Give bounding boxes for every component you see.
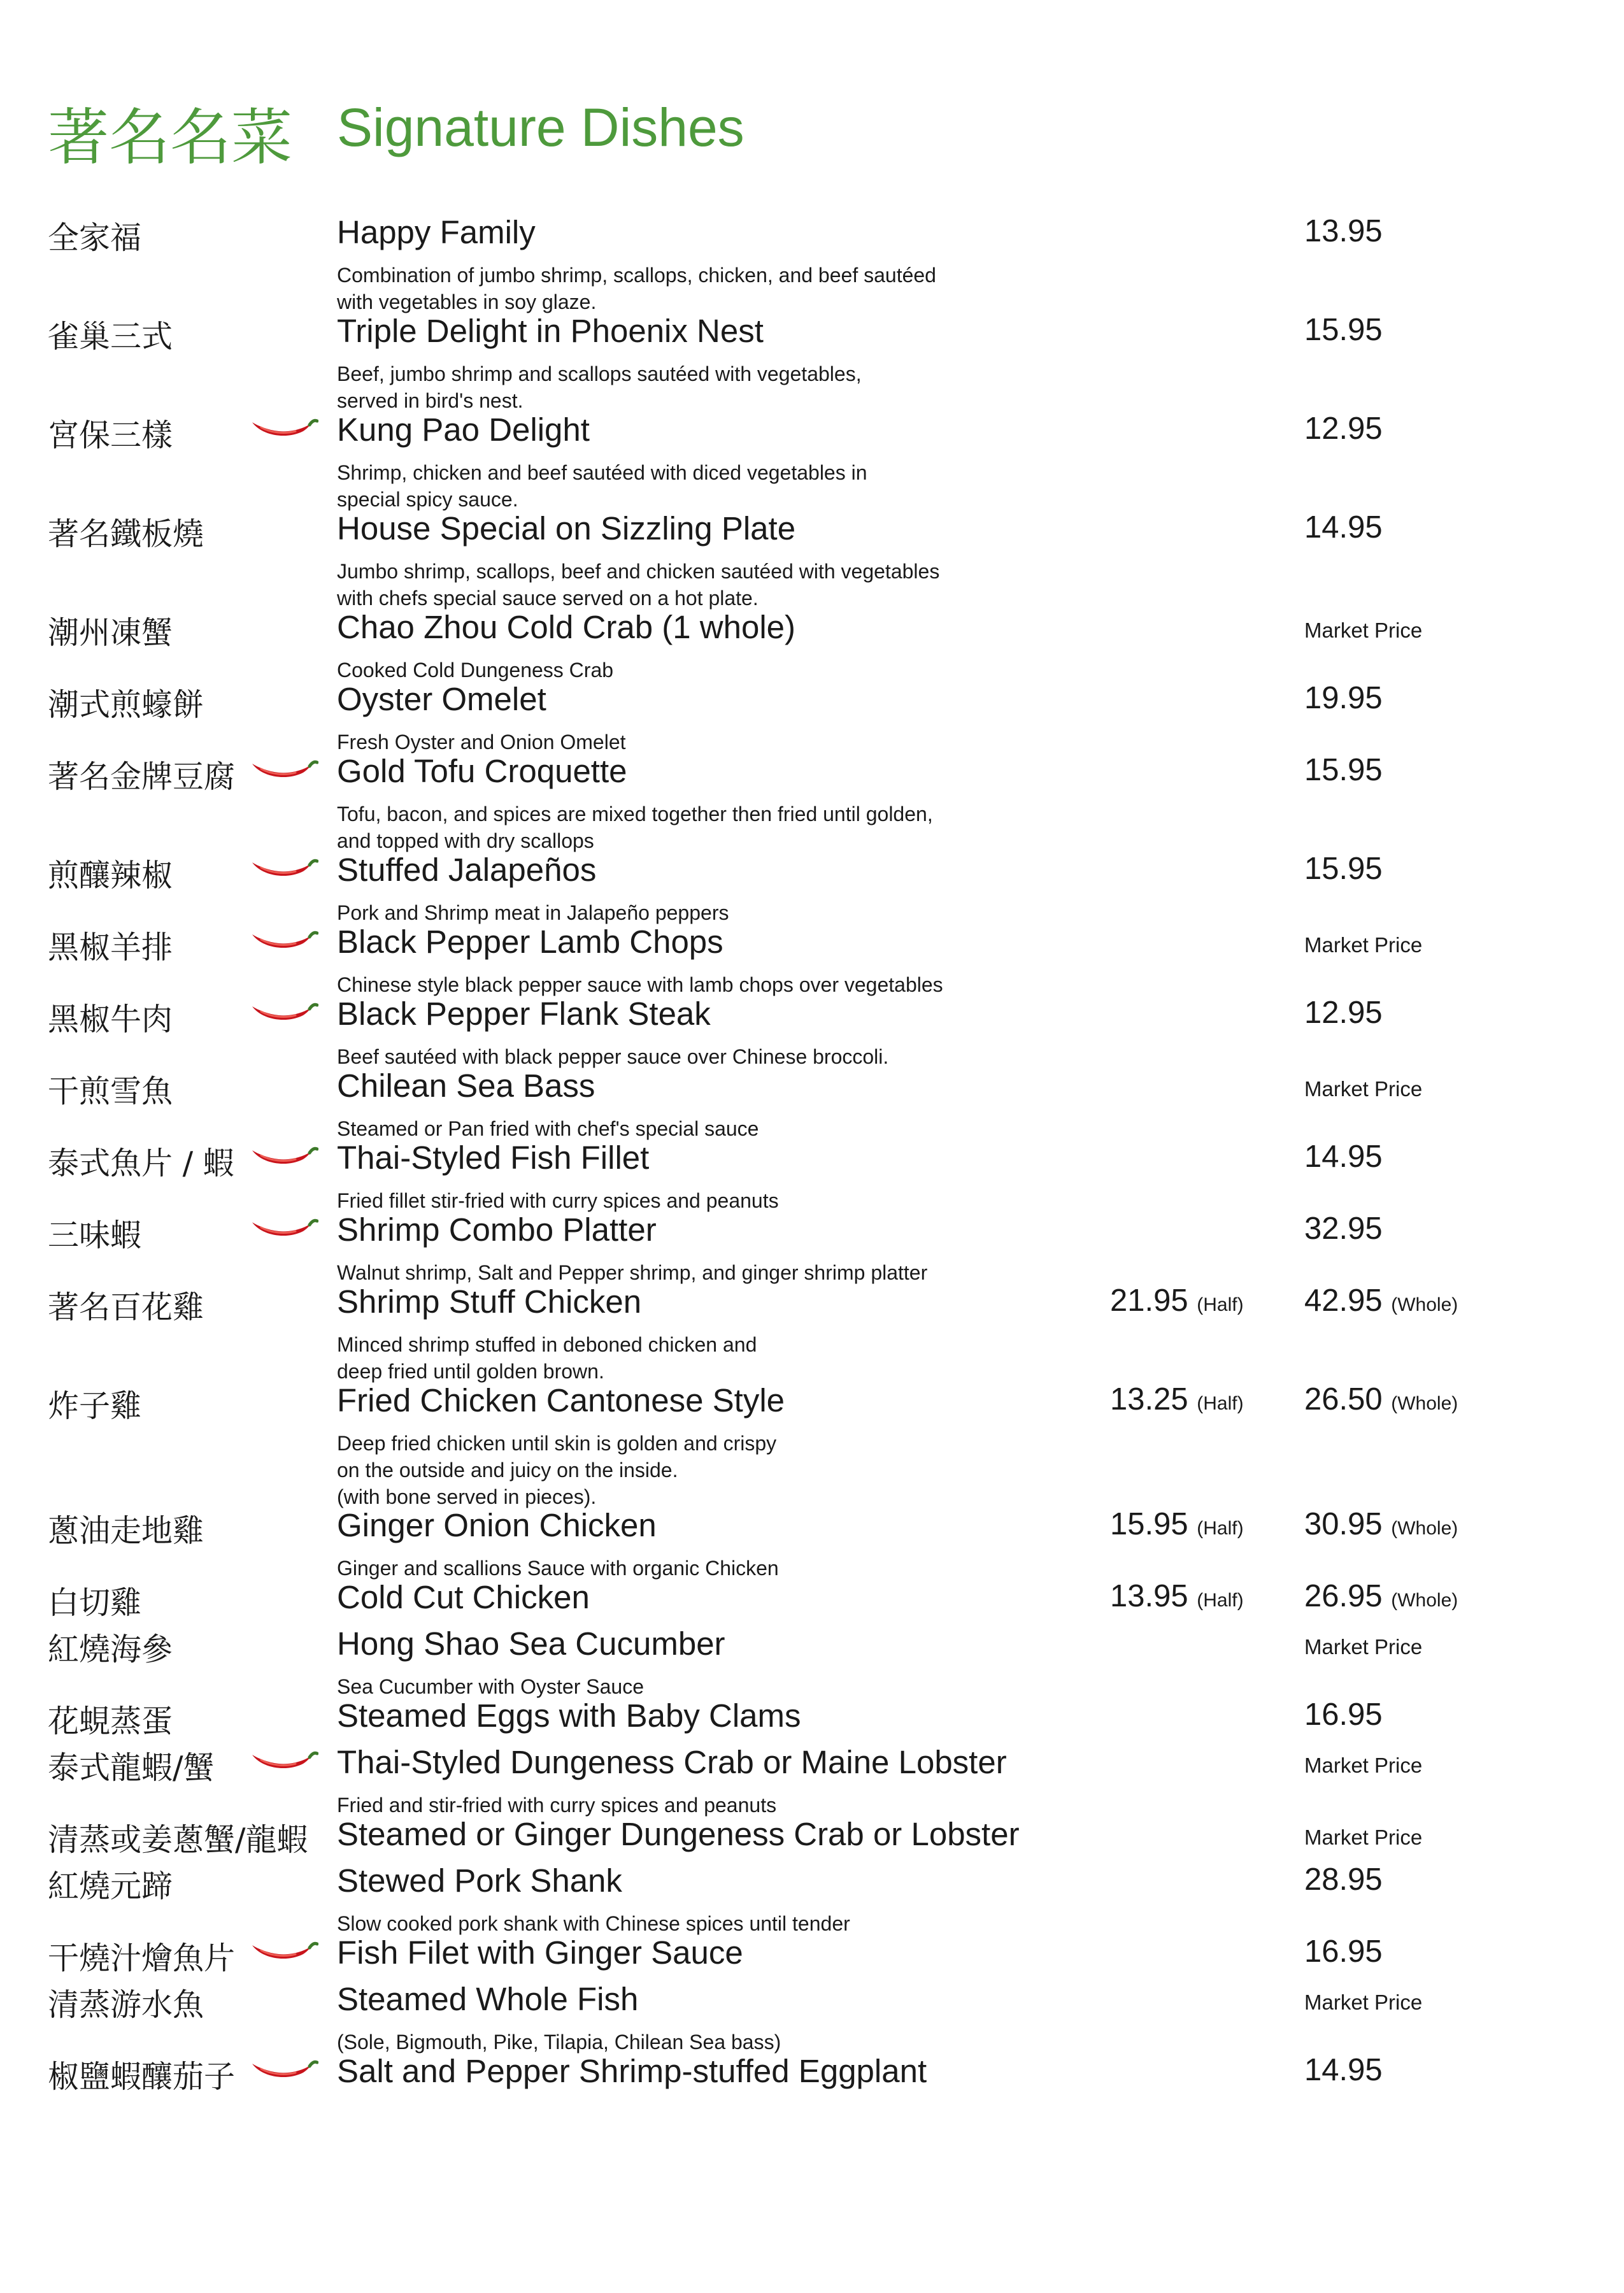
dish-name-chinese: 紅燒元蹄 bbox=[48, 1868, 173, 1904]
price-unit: (Whole) bbox=[1391, 1393, 1458, 1414]
price-unit: (Whole) bbox=[1391, 1294, 1458, 1315]
dish-name-chinese: 潮式煎蠔餅 bbox=[48, 687, 204, 723]
half-price bbox=[1110, 1506, 1244, 1542]
dish-description: Cooked Cold Dungeness Crab bbox=[337, 659, 614, 682]
dish-description: Jumbo shrimp, scallops, beef and chicken sautéed with vegetables with chefs special sauce served on a hot plate. bbox=[337, 560, 940, 610]
half-price bbox=[1110, 1578, 1244, 1614]
dish-name-chinese: 花蜆蒸蛋 bbox=[48, 1703, 173, 1739]
dish-name: Stuffed Jalapeños bbox=[337, 852, 597, 888]
dish-price bbox=[1304, 411, 1383, 446]
dish-price bbox=[1304, 1934, 1383, 1969]
half-price-unit: (Half) bbox=[1197, 1393, 1244, 1414]
dish-description: (Sole, Bigmouth, Pike, Tilapia, Chilean Sea bass) bbox=[337, 2031, 781, 2054]
dish-name-chinese: 白切雞 bbox=[48, 1585, 142, 1621]
market-price: Market Price bbox=[1304, 1754, 1423, 1777]
dish-description: Pork and Shrimp meat in Jalapeño peppers bbox=[337, 901, 729, 924]
dish-name: Happy Family bbox=[337, 214, 536, 250]
half-price-value: 21.95 bbox=[1110, 1283, 1188, 1318]
dish-name-chinese: 著名鐵板燒 bbox=[48, 516, 204, 552]
dish-name-chinese: 黑椒牛肉 bbox=[48, 1001, 173, 1038]
dish-name: House Special on Sizzling Plate bbox=[337, 510, 796, 546]
dish-name: Hong Shao Sea Cucumber bbox=[337, 1625, 725, 1662]
dish-description: Beef, jumbo shrimp and scallops sautéed with vegetables, served in bird's nest. bbox=[337, 362, 862, 412]
price-value: 12.95 bbox=[1304, 411, 1383, 446]
dish-name-chinese: 干燒汁燴魚片 bbox=[48, 1940, 236, 1976]
dish-description: Deep fried chicken until skin is golden and crispy on the outside and juicy on the inside. (with bone served in pieces). bbox=[337, 1432, 777, 1508]
market-price: Market Price bbox=[1304, 1635, 1423, 1659]
dish-name: Thai-Styled Fish Fillet bbox=[337, 1139, 650, 1176]
price-value: 16.95 bbox=[1304, 1934, 1383, 1969]
market-price: Market Price bbox=[1304, 1990, 1423, 2014]
chili-pepper-icon bbox=[248, 1936, 318, 1969]
price-value: 26.50 bbox=[1304, 1382, 1383, 1417]
dish-price bbox=[1304, 1211, 1383, 1247]
dish-price bbox=[1304, 1862, 1383, 1897]
half-price-unit: (Half) bbox=[1197, 1590, 1244, 1611]
price-value: 26.95 bbox=[1304, 1579, 1383, 1613]
half-price-unit: (Half) bbox=[1197, 1518, 1244, 1539]
dish-description: Fresh Oyster and Onion Omelet bbox=[337, 731, 626, 754]
dish-name: Salt and Pepper Shrimp-stuffed Eggplant bbox=[337, 2053, 927, 2089]
page-title: Signature Dishes bbox=[337, 97, 744, 157]
half-price-value: 13.25 bbox=[1110, 1382, 1188, 1417]
chili-pepper-icon bbox=[248, 854, 318, 887]
dish-price bbox=[1304, 1697, 1383, 1732]
dish-name: Steamed Eggs with Baby Clams bbox=[337, 1697, 801, 1734]
dish-name: Fish Filet with Ginger Sauce bbox=[337, 1934, 743, 1971]
price-value: 15.95 bbox=[1304, 753, 1383, 787]
dish-price bbox=[1304, 2052, 1383, 2088]
dish-price bbox=[1304, 510, 1383, 545]
chili-pepper-icon bbox=[248, 1141, 318, 1175]
dish-price bbox=[1304, 1139, 1383, 1175]
dish-description: Tofu, bacon, and spices are mixed together then fried until golden, and topped with dry scallops bbox=[337, 803, 933, 852]
price-value: 30.95 bbox=[1304, 1507, 1383, 1541]
dish-name-chinese: 宮保三樣 bbox=[48, 417, 173, 454]
dish-name-chinese: 泰式魚片 / 蝦 bbox=[48, 1145, 234, 1182]
dish-description: Sea Cucumber with Oyster Sauce bbox=[337, 1675, 644, 1698]
price-value: 12.95 bbox=[1304, 996, 1383, 1030]
dish-name-chinese: 椒鹽蝦釀茄子 bbox=[48, 2059, 236, 2095]
dish-price bbox=[1304, 1578, 1458, 1614]
dish-name: Chao Zhou Cold Crab (1 whole) bbox=[337, 609, 796, 645]
dish-description: Chinese style black pepper sauce with lamb chops over vegetables bbox=[337, 973, 943, 996]
dish-price bbox=[1304, 1506, 1458, 1542]
dish-price bbox=[1304, 752, 1383, 788]
chili-pepper-icon bbox=[248, 1213, 318, 1247]
dish-name: Shrimp Combo Platter bbox=[337, 1211, 657, 1248]
dish-name: Steamed Whole Fish bbox=[337, 1981, 639, 2017]
price-unit: (Whole) bbox=[1391, 1518, 1458, 1539]
dish-price bbox=[1304, 213, 1383, 249]
dish-name: Cold Cut Chicken bbox=[337, 1579, 590, 1615]
dish-name: Shrimp Stuff Chicken bbox=[337, 1283, 642, 1320]
price-value: 19.95 bbox=[1304, 681, 1383, 715]
dish-price bbox=[1304, 1283, 1458, 1318]
dish-name: Fried Chicken Cantonese Style bbox=[337, 1382, 785, 1418]
price-value: 16.95 bbox=[1304, 1697, 1383, 1732]
half-price-value: 15.95 bbox=[1110, 1507, 1188, 1541]
dish-name: Black Pepper Flank Steak bbox=[337, 996, 711, 1032]
chili-pepper-icon bbox=[248, 755, 318, 788]
dish-name-chinese: 煎釀辣椒 bbox=[48, 857, 173, 894]
price-value: 14.95 bbox=[1304, 2053, 1383, 2087]
dish-name: Black Pepper Lamb Chops bbox=[337, 924, 723, 960]
price-value: 14.95 bbox=[1304, 1139, 1383, 1174]
dish-name-chinese: 全家福 bbox=[48, 220, 142, 256]
dish-name: Steamed or Ginger Dungeness Crab or Lobster bbox=[337, 1816, 1020, 1852]
dish-name-chinese: 炸子雞 bbox=[48, 1388, 142, 1424]
price-value: 14.95 bbox=[1304, 510, 1383, 545]
price-value: 28.95 bbox=[1304, 1862, 1383, 1897]
price-unit: (Whole) bbox=[1391, 1590, 1458, 1611]
price-value: 15.95 bbox=[1304, 852, 1383, 886]
half-price bbox=[1110, 1382, 1244, 1417]
dish-price bbox=[1304, 1382, 1458, 1417]
page-title-chinese: 著名名菜 bbox=[48, 102, 292, 173]
dish-description: Ginger and scallions Sauce with organic Chicken bbox=[337, 1557, 779, 1580]
dish-name-chinese: 清蒸游水魚 bbox=[48, 1987, 204, 2023]
dish-name: Oyster Omelet bbox=[337, 681, 546, 717]
dish-name-chinese: 泰式龍蝦/蟹 bbox=[48, 1750, 215, 1786]
dish-name-chinese: 黑椒羊排 bbox=[48, 929, 173, 966]
dish-name-chinese: 清蒸或姜蔥蟹/龍蝦 bbox=[48, 1822, 308, 1858]
price-value: 15.95 bbox=[1304, 313, 1383, 347]
dish-name-chinese: 干煎雪魚 bbox=[48, 1073, 173, 1110]
chili-pepper-icon bbox=[248, 1746, 318, 1779]
price-value: 13.95 bbox=[1304, 214, 1383, 248]
dish-name: Stewed Pork Shank bbox=[337, 1862, 622, 1899]
chili-pepper-icon bbox=[248, 413, 318, 446]
dish-price bbox=[1304, 995, 1383, 1031]
price-value: 32.95 bbox=[1304, 1211, 1383, 1246]
dish-name: Ginger Onion Chicken bbox=[337, 1507, 657, 1543]
dish-description: Slow cooked pork shank with Chinese spices until tender bbox=[337, 1912, 850, 1935]
dish-description: Walnut shrimp, Salt and Pepper shrimp, and ginger shrimp platter bbox=[337, 1261, 928, 1284]
dish-description: Shrimp, chicken and beef sautéed with diced vegetables in special spicy sauce. bbox=[337, 461, 867, 511]
market-price: Market Price bbox=[1304, 1077, 1423, 1101]
dish-name-chinese: 潮州凍蟹 bbox=[48, 615, 173, 651]
dish-name-chinese: 雀巢三式 bbox=[48, 318, 173, 355]
dish-description: Fried fillet stir-fried with curry spices and peanuts bbox=[337, 1189, 779, 1212]
dish-description: Fried and stir-fried with curry spices and peanuts bbox=[337, 1794, 777, 1817]
dish-name: Thai-Styled Dungeness Crab or Maine Lobster bbox=[337, 1744, 1007, 1780]
dish-name-chinese: 著名百花雞 bbox=[48, 1289, 204, 1325]
market-price: Market Price bbox=[1304, 1825, 1423, 1849]
dish-name: Kung Pao Delight bbox=[337, 411, 590, 448]
half-price bbox=[1110, 1283, 1244, 1318]
dish-price bbox=[1304, 851, 1383, 887]
dish-name-chinese: 三味蝦 bbox=[48, 1217, 142, 1254]
market-price: Market Price bbox=[1304, 618, 1423, 642]
dish-name-chinese: 蔥油走地雞 bbox=[48, 1513, 204, 1549]
dish-name-chinese: 紅燒海參 bbox=[48, 1631, 173, 1668]
half-price-unit: (Half) bbox=[1197, 1294, 1244, 1315]
dish-description: Beef sautéed with black pepper sauce over Chinese broccoli. bbox=[337, 1045, 889, 1068]
chili-pepper-icon bbox=[248, 2055, 318, 2088]
dish-price bbox=[1304, 312, 1383, 348]
chili-pepper-icon bbox=[248, 925, 318, 959]
dish-description: Combination of jumbo shrimp, scallops, chicken, and beef sautéed with vegetables in soy glaze. bbox=[337, 264, 936, 313]
market-price: Market Price bbox=[1304, 933, 1423, 957]
price-value: 42.95 bbox=[1304, 1283, 1383, 1318]
dish-price bbox=[1304, 680, 1383, 716]
dish-name-chinese: 著名金牌豆腐 bbox=[48, 759, 236, 795]
dish-description: Minced shrimp stuffed in deboned chicken and deep fried until golden brown. bbox=[337, 1333, 757, 1383]
half-price-value: 13.95 bbox=[1110, 1579, 1188, 1613]
dish-name: Gold Tofu Croquette bbox=[337, 753, 627, 789]
dish-name: Chilean Sea Bass bbox=[337, 1068, 595, 1104]
dish-name: Triple Delight in Phoenix Nest bbox=[337, 313, 764, 349]
dish-description: Steamed or Pan fried with chef's special sauce bbox=[337, 1117, 759, 1140]
chili-pepper-icon bbox=[248, 997, 318, 1031]
